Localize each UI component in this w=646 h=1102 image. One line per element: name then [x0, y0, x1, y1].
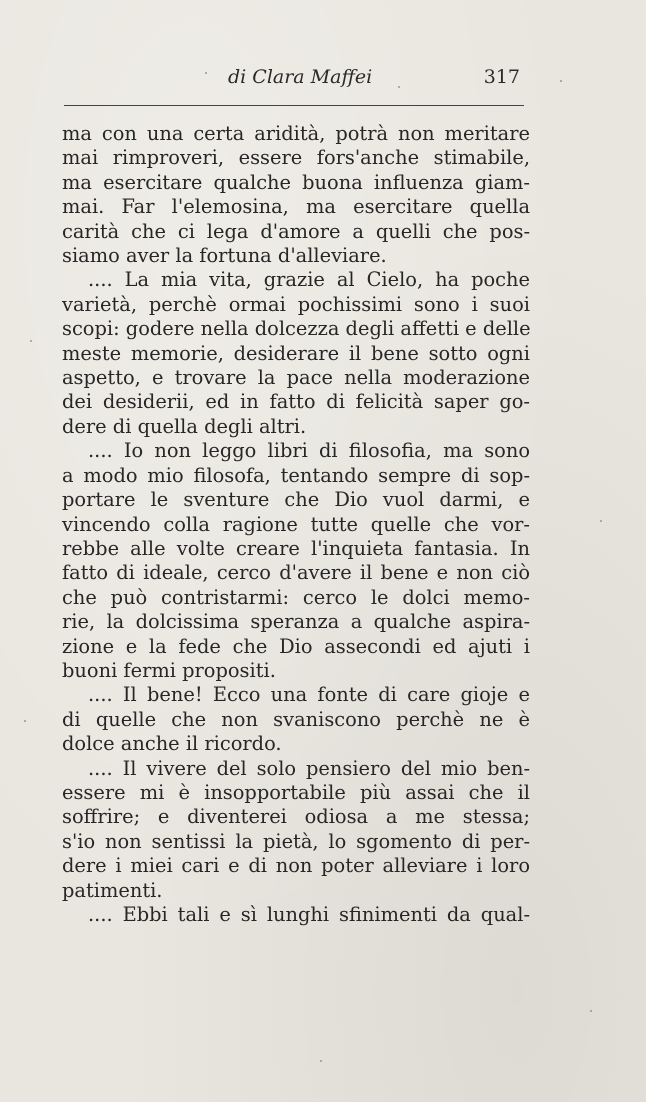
paper-speck [320, 1060, 322, 1062]
text-line: dolce anche il ricordo. [62, 732, 282, 756]
paper-speck [205, 72, 207, 74]
text-line: scopi: godere nella dolcezza degli affetti e delle [62, 317, 531, 341]
text-line: portare le sventure che Dio vuol darmi, e [62, 488, 530, 512]
text-line: dei desiderii, ed in fatto di felicità saper go- [62, 390, 530, 414]
text-line: .... La mia vita, grazie al Cielo, ha poche [88, 268, 530, 292]
text-line: a modo mio filosofa, tentando sempre di sop- [62, 463, 530, 487]
text-line: vincendo colla ragione tutte quelle che vor- [62, 512, 530, 536]
text-line: rebbe alle volte creare l'inquieta fantasia. In [62, 536, 530, 560]
text-line: mai. Far l'elemosina, ma esercitare quella [62, 195, 530, 219]
text-line: zione e la fede che Dio assecondi ed ajuti i [62, 634, 530, 658]
text-line: .... Il bene! Ecco una fonte di care gioje e [88, 683, 530, 707]
paper-speck [590, 1010, 592, 1012]
text-line: s'io non sentissi la pietà, lo sgomento di per- [62, 829, 530, 853]
text-line: dere i miei cari e di non poter alleviare i loro [62, 854, 530, 878]
running-title: di Clara Maffei [228, 66, 373, 88]
text-line: soffrire; e diventerei odiosa a me stessa; [62, 805, 530, 829]
text-line: varietà, perchè ormai pochissimi sono i suoi [62, 292, 530, 316]
text-line: meste memorie, desiderare il bene sotto ogni [62, 341, 530, 365]
text-line: rie, la dolcissima speranza a qualche aspira- [62, 610, 530, 634]
header-rule [64, 105, 524, 106]
text-line: fatto di ideale, cerco d'avere il bene e non ciò [62, 561, 530, 585]
text-line: ma con una certa aridità, potrà non meritare [62, 122, 530, 145]
text-line: buoni fermi propositi. [62, 658, 276, 682]
text-line: aspetto, e trovare la pace nella moderazione [62, 366, 530, 390]
text-line: siamo aver la fortuna d'alleviare. [62, 244, 387, 268]
text-line: di quelle che non svaniscono perchè ne è [62, 707, 530, 731]
paper-speck [30, 340, 32, 342]
paper-speck [600, 520, 602, 522]
text-line: mai rimproveri, essere fors'anche stimabile, [62, 146, 530, 170]
paper-speck [24, 720, 26, 722]
page-header [60, 66, 520, 98]
body-text [62, 122, 530, 927]
page-number: 317 [483, 66, 520, 88]
text-line: dere di quella degli altri. [62, 414, 307, 438]
text-line: .... Ebbi tali e sì lunghi sfinimenti da qual- [88, 903, 530, 926]
text-line: carità che ci lega d'amore a quelli che pos- [62, 219, 530, 243]
paper-speck [398, 86, 400, 88]
text-line: essere mi è insopportabile più assai che il [62, 780, 530, 804]
text-line: che può contristarmi: cerco le dolci memo- [62, 585, 530, 609]
paper-speck [560, 80, 562, 82]
text-line: .... Io non leggo libri di filosofia, ma sono [88, 439, 530, 463]
text-line: ma esercitare qualche buona influenza giam- [62, 170, 530, 194]
text-line: patimenti. [62, 878, 163, 902]
text-line: .... Il vivere del solo pensiero del mio ben- [88, 756, 530, 780]
